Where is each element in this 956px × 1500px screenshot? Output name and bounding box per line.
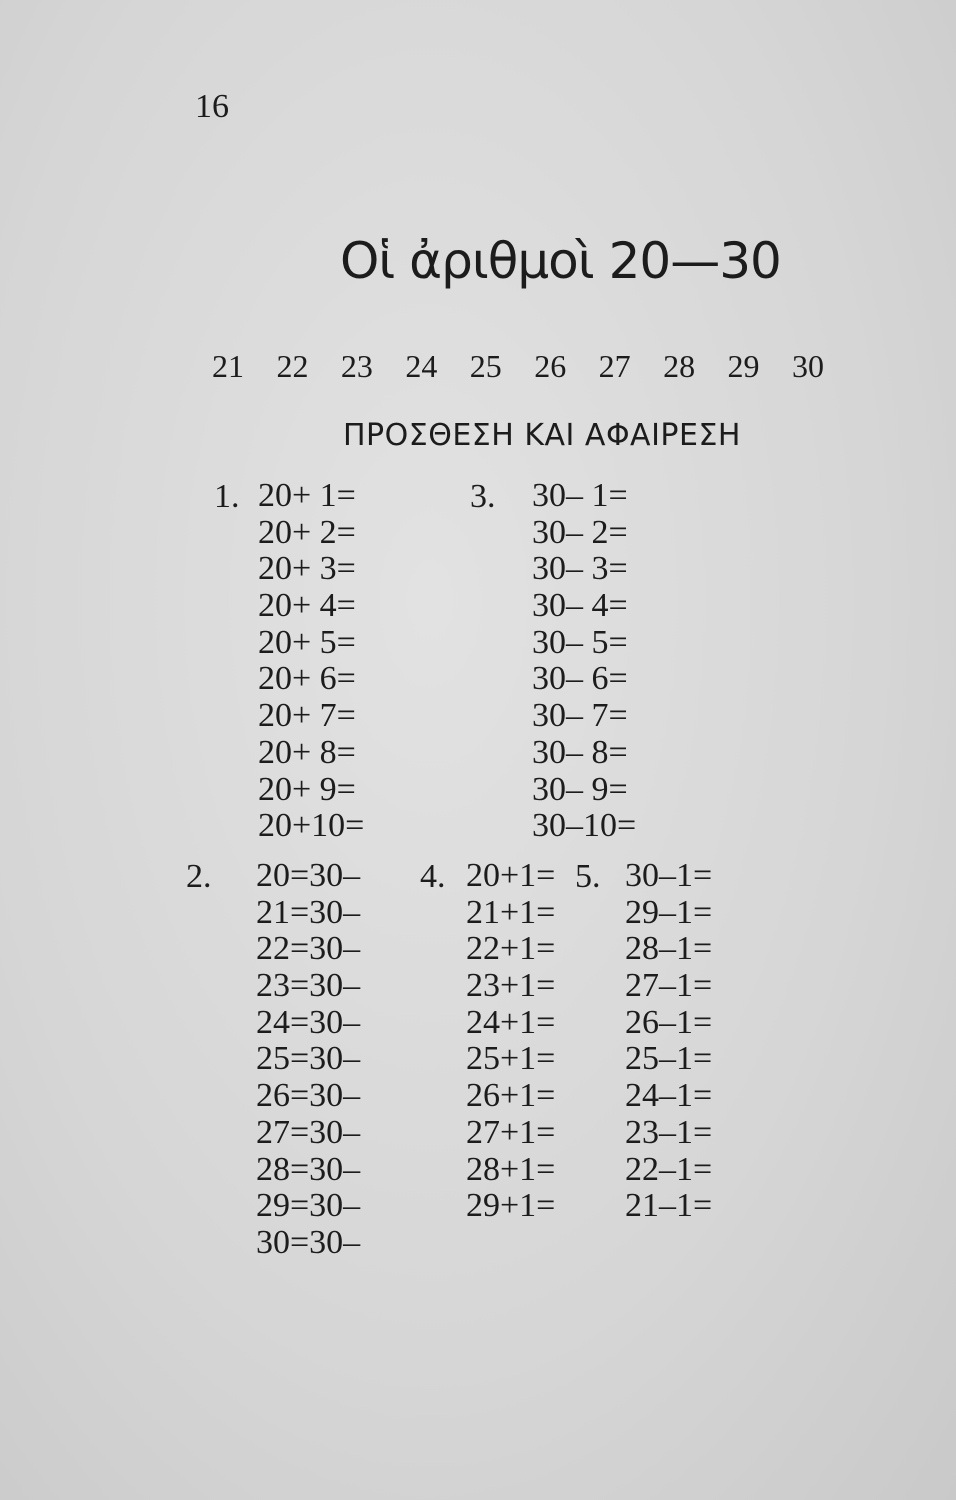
exercise-item: 30– 8= [532, 733, 628, 771]
exercise-item: 28–1= [625, 930, 713, 968]
exercise-3-number: 3. [470, 478, 496, 515]
exercise-item: 20+ 9= [258, 770, 356, 808]
exercise-item: 25+1= [466, 1040, 556, 1078]
exercise-item: 21+1= [466, 893, 556, 931]
exercise-item: 30–1= [625, 857, 713, 894]
exercise-item: 23=30– [256, 967, 361, 1005]
number-row-item: 25 [469, 348, 502, 384]
number-row-item: 30 [791, 348, 824, 384]
exercise-item: 30– 3= [532, 550, 628, 588]
exercise-item: 30– 5= [532, 623, 628, 661]
exercise-item: 29–1= [625, 893, 713, 931]
exercise-item: 25–1= [625, 1040, 713, 1078]
number-row-item: 26 [534, 348, 567, 384]
exercise-item: 22+1= [466, 930, 556, 968]
number-row [212, 348, 824, 385]
page-number: 16 [195, 88, 229, 125]
exercise-item: 24+1= [466, 1003, 556, 1041]
exercise-5-list [625, 858, 712, 1225]
exercise-item: 20+1= [466, 857, 556, 894]
exercise-item: 27–1= [625, 967, 713, 1005]
exercise-1-number: 1. [214, 478, 240, 515]
exercise-item: 20+ 3= [258, 550, 356, 588]
exercise-item: 30– 2= [532, 513, 628, 551]
exercise-item: 25=30– [256, 1040, 361, 1078]
exercise-item: 21=30– [256, 893, 361, 931]
exercise-item: 30– 1= [532, 477, 628, 514]
page-title: Οἱ ἀριθμοὶ 20—30 [340, 232, 781, 290]
exercise-4-list [466, 858, 555, 1225]
exercise-item: 22=30– [256, 930, 361, 968]
exercise-item: 26+1= [466, 1077, 556, 1115]
exercise-item: 23–1= [625, 1113, 713, 1151]
exercise-item: 28+1= [466, 1150, 556, 1188]
exercise-item: 30– 9= [532, 770, 628, 808]
exercise-item: 28=30– [256, 1150, 361, 1188]
exercise-item: 20+ 2= [258, 513, 356, 551]
exercise-item: 24–1= [625, 1077, 713, 1115]
exercise-item: 30– 7= [532, 697, 628, 735]
exercise-item: 30– 4= [532, 587, 628, 625]
number-row-item: 24 [405, 348, 438, 384]
exercise-item: 20+ 8= [258, 733, 356, 771]
exercise-item: 21–1= [625, 1187, 713, 1225]
exercise-2-list [256, 858, 360, 1262]
exercise-item: 26=30– [256, 1077, 361, 1115]
exercise-item: 29+1= [466, 1187, 556, 1225]
exercise-item: 30– 6= [532, 660, 628, 698]
number-row-item: 23 [340, 348, 373, 384]
exercise-item: 20+ 4= [258, 587, 356, 625]
exercise-2-number: 2. [186, 858, 212, 895]
exercise-5-number: 5. [575, 858, 601, 895]
exercise-3-list [532, 478, 636, 845]
number-row-item: 21 [212, 348, 244, 384]
number-row-item: 29 [727, 348, 760, 384]
exercise-item: 24=30– [256, 1003, 361, 1041]
number-row-item: 27 [598, 348, 631, 384]
exercise-item: 27+1= [466, 1113, 556, 1151]
exercise-item: 20+ 1= [258, 477, 356, 514]
exercise-item: 23+1= [466, 967, 556, 1005]
exercise-item: 20+ 5= [258, 623, 356, 661]
exercise-item: 20=30– [256, 857, 361, 894]
exercise-item: 30–10= [532, 807, 637, 845]
exercise-item: 27=30– [256, 1113, 361, 1151]
exercise-4-number: 4. [420, 858, 446, 895]
number-row-item: 22 [276, 348, 309, 384]
exercise-item: 26–1= [625, 1003, 713, 1041]
exercise-item: 22–1= [625, 1150, 713, 1188]
exercise-item: 20+10= [258, 807, 365, 845]
exercise-item: 20+ 7= [258, 697, 356, 735]
exercise-item: 30=30– [256, 1223, 361, 1261]
number-row-item: 28 [663, 348, 696, 384]
exercise-1-list [258, 478, 364, 845]
section-heading: ΠΡΟΣΘΕΣΗ ΚΑΙ ΑΦΑΙΡΕΣΗ [343, 418, 741, 453]
exercise-item: 29=30– [256, 1187, 361, 1225]
exercise-item: 20+ 6= [258, 660, 356, 698]
